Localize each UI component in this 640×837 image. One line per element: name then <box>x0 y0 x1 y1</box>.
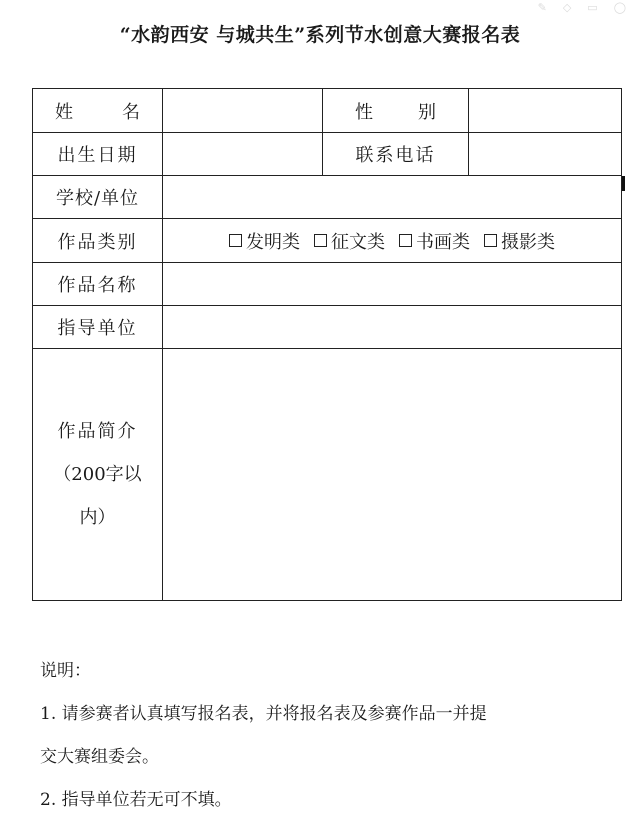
category-option-label: 书画类 <box>416 231 470 253</box>
tag-icon: ◇ <box>562 0 572 14</box>
advisor-input-cell[interactable] <box>163 306 622 349</box>
notes-item1-line2: 交大赛组委会。 <box>40 747 159 767</box>
copy-icon: ▭ <box>587 0 598 14</box>
category-label: 作品类别 <box>33 219 163 263</box>
name-input-cell[interactable] <box>163 89 323 133</box>
category-option-label: 摄影类 <box>501 231 555 253</box>
category-options-cell <box>163 219 622 263</box>
gender-label-cell <box>323 89 469 133</box>
checkbox-icon[interactable] <box>484 234 497 247</box>
name-label-cell <box>33 89 163 133</box>
work-name-label: 作品名称 <box>33 263 163 306</box>
row-work-name <box>33 263 622 306</box>
advisor-label: 指导单位 <box>33 306 163 349</box>
share-icon: ◯ <box>613 0 626 14</box>
row-birth-phone <box>33 133 622 176</box>
row-intro <box>33 349 622 601</box>
row-school <box>33 176 622 219</box>
notes-item1-line1: 1. 请参赛者认真填写报名表，并将报名表及参赛作品一并提 <box>40 704 487 724</box>
school-input-cell[interactable] <box>163 176 622 219</box>
text-cursor-marker <box>622 176 625 191</box>
name-label-a: 姓 <box>55 101 73 123</box>
row-advisor <box>33 306 622 349</box>
category-option-invention[interactable] <box>229 228 300 254</box>
registration-form-table <box>32 88 622 601</box>
category-option-photography[interactable] <box>484 228 555 254</box>
notes-section <box>40 650 610 822</box>
checkbox-icon[interactable] <box>314 234 327 247</box>
phone-label: 联系电话 <box>323 133 469 176</box>
category-option-label: 发明类 <box>246 231 300 253</box>
work-name-input-cell[interactable] <box>163 263 622 306</box>
gender-label-a: 性 <box>355 101 373 123</box>
gender-label-b: 别 <box>418 101 436 123</box>
faded-toolbar <box>360 0 640 14</box>
page-title: “水韵西安 与城共生”系列节水创意大赛报名表 <box>119 24 521 46</box>
name-label-b: 名 <box>122 101 140 123</box>
category-option-essay[interactable] <box>314 228 385 254</box>
notes-item2: 2. 指导单位若无可不填。 <box>40 790 232 810</box>
category-option-label: 征文类 <box>331 231 385 253</box>
intro-label-line3: 内） <box>79 507 116 528</box>
edit-icon: ✎ <box>537 0 547 14</box>
row-category <box>33 219 622 263</box>
category-option-painting[interactable] <box>399 228 470 254</box>
intro-label-line1: 作品简介 <box>57 421 138 442</box>
checkbox-icon[interactable] <box>229 234 242 247</box>
birth-input-cell[interactable] <box>163 133 323 176</box>
birth-label: 出生日期 <box>33 133 163 176</box>
intro-label-line2: （200字以 <box>53 464 142 485</box>
intro-input-cell[interactable] <box>163 349 622 601</box>
intro-label-cell <box>33 349 163 601</box>
notes-heading: 说明： <box>40 661 91 681</box>
gender-input-cell[interactable] <box>469 89 622 133</box>
checkbox-icon[interactable] <box>399 234 412 247</box>
school-label: 学校/单位 <box>33 176 163 219</box>
row-name-gender <box>33 89 622 133</box>
phone-input-cell[interactable] <box>469 133 622 176</box>
